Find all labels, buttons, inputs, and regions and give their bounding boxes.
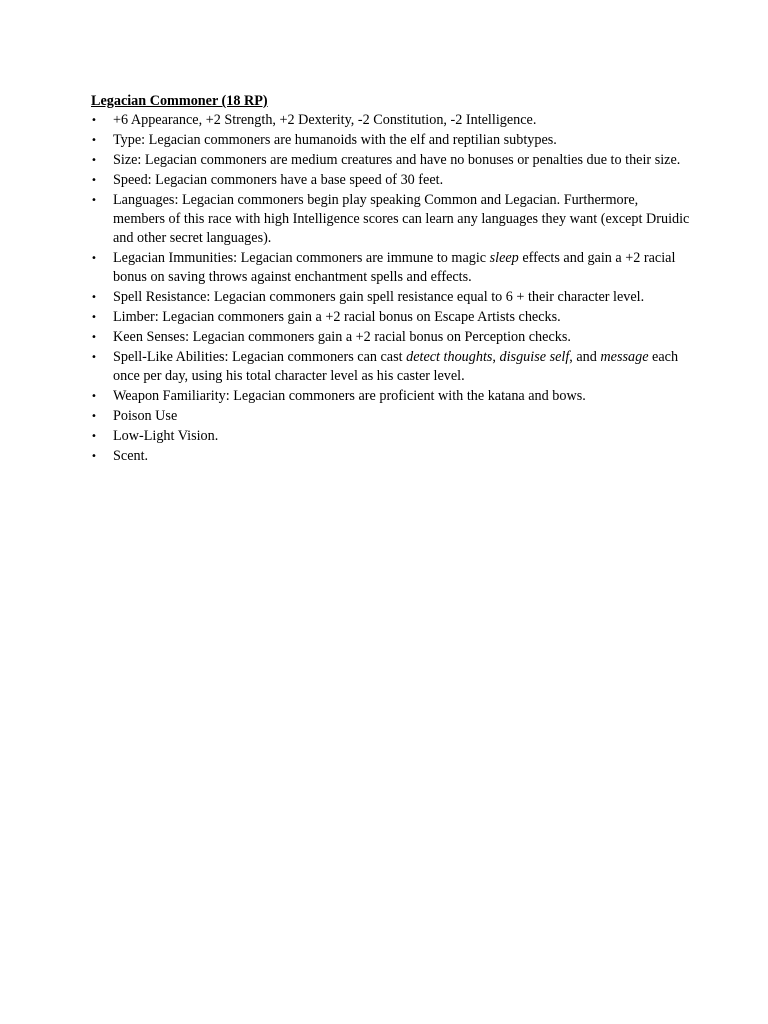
list-item <box>91 427 691 446</box>
text-run: effects and gain a +2 racial bonus on saving throws against enchantment spells and effects. <box>113 250 676 285</box>
bullet-icon: • <box>91 391 97 402</box>
bullet-icon: • <box>91 352 97 363</box>
text-run: +6 Appearance, +2 Strength, +2 Dexterity, -2 Constitution, -2 Intelligence. <box>113 112 537 128</box>
list-item <box>91 387 691 406</box>
list-item-text <box>113 172 443 188</box>
list-item-text <box>113 428 218 444</box>
text-run: Keen Senses: Legacian commoners gain a +2 racial bonus on Perception checks. <box>113 329 571 345</box>
bullet-icon: • <box>91 135 97 146</box>
list-item-text <box>113 132 557 148</box>
list-item-text <box>113 408 177 424</box>
text-run: Spell-Like Abilities: Legacian commoners can cast <box>113 349 407 365</box>
text-run: Type: Legacian commoners are humanoids with the elf and reptilian subtypes. <box>113 132 557 148</box>
bullet-icon: • <box>91 253 97 264</box>
list-item <box>91 328 691 347</box>
bullet-icon: • <box>91 175 97 186</box>
italic-term: disguise self <box>499 349 570 365</box>
trait-list <box>91 111 691 466</box>
bullet-icon: • <box>91 292 97 303</box>
list-item <box>91 171 691 190</box>
text-run: Scent. <box>113 448 149 464</box>
list-item <box>91 111 691 130</box>
bullet-icon: • <box>91 451 97 462</box>
text-run: Low-Light Vision. <box>113 428 219 444</box>
list-item-text <box>113 152 680 168</box>
list-item <box>91 447 691 466</box>
bullet-icon: • <box>91 155 97 166</box>
text-run: Limber: Legacian commoners gain a +2 racial bonus on Escape Artists checks. <box>113 309 561 325</box>
italic-term: message <box>600 349 649 365</box>
list-item <box>91 151 691 170</box>
text-run: each once per day, using his total character level as his caster level. <box>113 349 679 384</box>
italic-term: detect thoughts <box>406 349 493 365</box>
text-run: Spell Resistance: Legacian commoners gain spell resistance equal to 6 + their character level. <box>113 289 645 305</box>
list-item-text <box>113 250 675 285</box>
text-run: Speed: Legacian commoners have a base speed of 30 feet. <box>113 172 444 188</box>
bullet-icon: • <box>91 431 97 442</box>
list-item-text <box>113 289 644 305</box>
bullet-icon: • <box>91 195 97 206</box>
list-item-text <box>113 388 586 404</box>
list-item-text <box>113 309 561 325</box>
list-item-text <box>113 329 571 345</box>
document-content <box>91 92 691 467</box>
text-run: Size: Legacian commoners are medium creatures and have no bonuses or penalties due to their size. <box>113 152 681 168</box>
italic-term: sleep <box>489 250 519 266</box>
text-run: , <box>492 349 500 365</box>
list-item <box>91 191 691 248</box>
list-item <box>91 288 691 307</box>
bullet-icon: • <box>91 332 97 343</box>
text-run: Weapon Familiarity: Legacian commoners are proficient with the katana and bows. <box>113 388 586 404</box>
bullet-icon: • <box>91 411 97 422</box>
list-item-text <box>113 448 148 464</box>
bullet-icon: • <box>91 312 97 323</box>
list-item-text <box>113 112 536 128</box>
text-run: Poison Use <box>113 408 178 424</box>
list-item <box>91 407 691 426</box>
text-run: Languages: Legacian commoners begin play speaking Common and Legacian. Furthermore, members of this race with high Intelligence scores can learn any languages they want (except Druidic and other secret languages). <box>113 192 690 246</box>
list-item-text <box>113 192 689 246</box>
text-run: Legacian Immunities: Legacian commoners are immune to magic <box>113 250 490 266</box>
list-item <box>91 348 691 386</box>
bullet-icon: • <box>91 115 97 126</box>
race-heading: Legacian Commoner (18 RP) <box>91 93 268 109</box>
list-item-text <box>113 349 678 384</box>
text-run: , and <box>569 349 601 365</box>
list-item <box>91 308 691 327</box>
list-item <box>91 249 691 287</box>
list-item <box>91 131 691 150</box>
